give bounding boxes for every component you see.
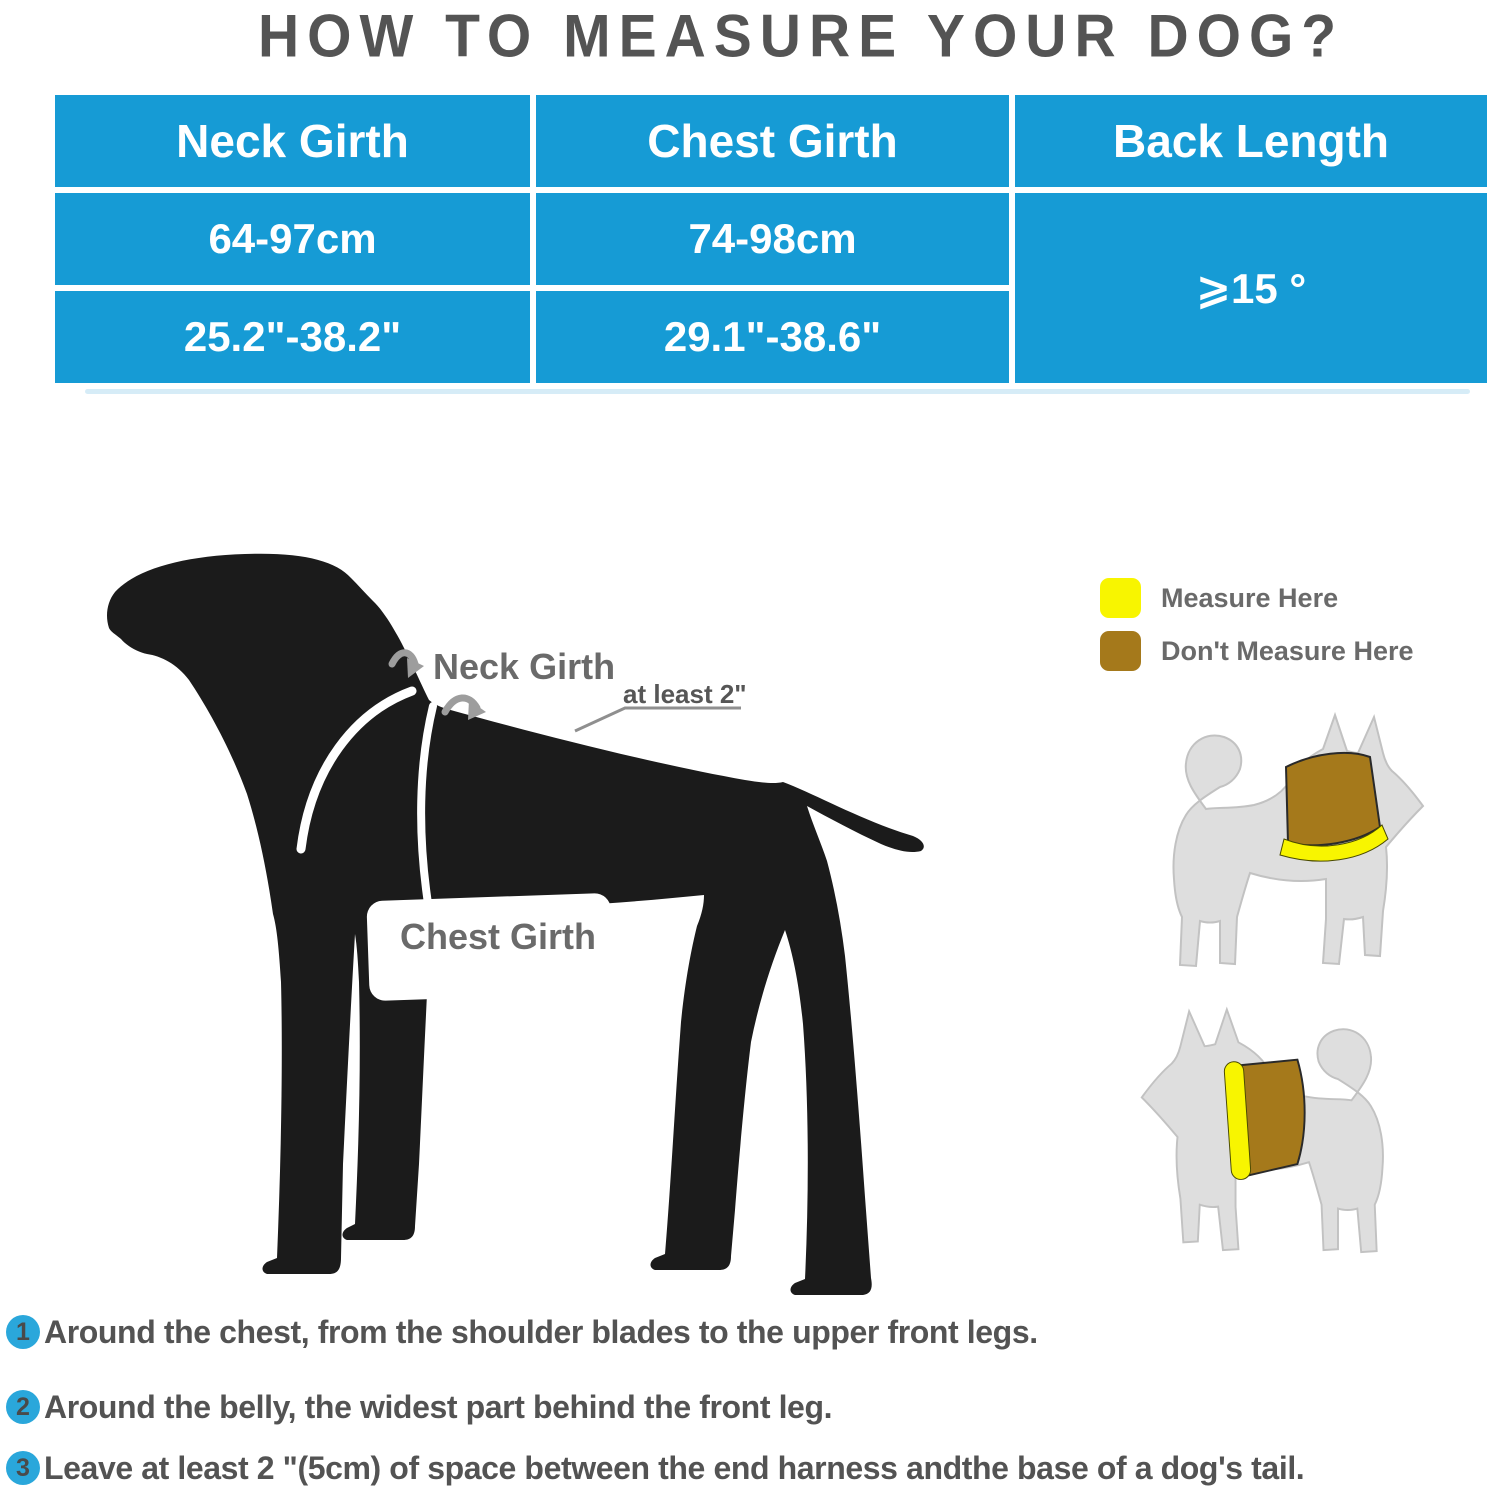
table-cell-neck-inch: 25.2"-38.2": [55, 291, 530, 383]
instruction-1-number-badge: 1: [6, 1315, 40, 1349]
table-cell-back-length-value: ⩾15 °: [1015, 193, 1487, 383]
instruction-3-text: Leave at least 2 "(5cm) of space between the end harness andthe base of a dog's tail.: [44, 1450, 1305, 1486]
instruction-2: [6, 1389, 832, 1426]
table-header-neck-girth: Neck Girth: [55, 95, 530, 187]
table-header-chest-girth: Chest Girth: [536, 95, 1009, 187]
instruction-3-number-badge: 3: [6, 1451, 40, 1485]
table-header-back-length: Back Length: [1015, 95, 1487, 187]
size-table: [55, 95, 1487, 383]
instruction-2-text: Around the belly, the widest part behind the front leg.: [44, 1389, 833, 1425]
chest-girth-label: Chest Girth: [400, 916, 597, 957]
clearance-leader-line: [575, 708, 741, 731]
instruction-1: [6, 1314, 1038, 1351]
instruction-1-text: Around the chest, from the shoulder blades to the upper front legs.: [44, 1314, 1038, 1350]
instruction-3: [6, 1450, 1304, 1487]
table-cell-chest-cm: 74-98cm: [536, 193, 1009, 285]
dont-measure-here-label: Don't Measure Here: [1161, 635, 1414, 666]
measure-here-swatch: [1100, 578, 1141, 618]
measure-here-label: Measure Here: [1161, 582, 1339, 613]
page-title: HOW TO MEASURE YOUR DOG?: [258, 3, 1345, 71]
neck-girth-label: Neck Girth: [433, 646, 616, 687]
table-cell-chest-inch: 29.1"-38.6": [536, 291, 1009, 383]
collar-dont-measure-zone: [1286, 753, 1380, 845]
clearance-note-label: at least 2": [623, 679, 747, 709]
instruction-2-number-badge: 2: [6, 1390, 40, 1424]
legend-item-measure-here: [1100, 578, 1414, 618]
legend-item-dont-measure-here: [1100, 631, 1414, 671]
neck-measure-example-dog: [1130, 703, 1430, 993]
table-shadow-line: [85, 389, 1470, 394]
dont-measure-here-swatch: [1100, 631, 1141, 671]
chest-measure-example-dog: [1135, 993, 1425, 1283]
table-cell-neck-cm: 64-97cm: [55, 193, 530, 285]
legend: [1100, 578, 1414, 684]
